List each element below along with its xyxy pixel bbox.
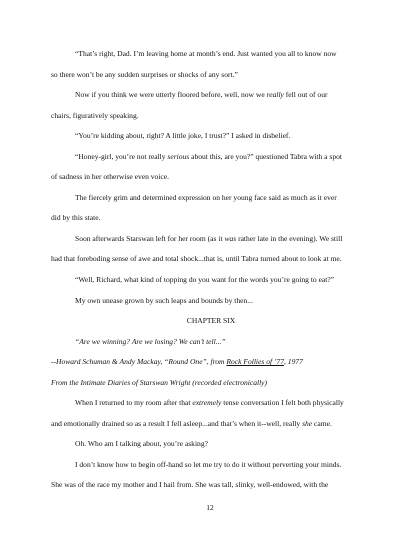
paragraph-line: did by this state. xyxy=(51,213,101,223)
text-run: Now if you think we were utterly floored before, well, now we xyxy=(75,90,267,100)
paragraph-line xyxy=(51,85,371,106)
paragraph-line: She was of the race my mother and I hail from. She was tall, slinky, well-endowed, with the xyxy=(51,480,329,490)
page-number: 12 xyxy=(206,503,214,512)
text-run: fell out of our xyxy=(283,90,328,100)
epigraph-attribution xyxy=(51,352,371,373)
text-run: , 1977 xyxy=(284,357,303,367)
text-run: about this, are you?” questioned Tabra with a spot xyxy=(189,151,342,161)
text-run: --Howard Schuman & Andy Mackay, “Round One”, from xyxy=(51,357,227,367)
text-run: Soon afterwards Starswan left for her room (as it xyxy=(75,233,225,243)
body-text xyxy=(51,44,371,496)
paragraph-line: My own unease grown by such leaps and bounds by then... xyxy=(75,295,253,305)
text-run: “Honey-girl, you’re not really xyxy=(75,151,168,161)
emphasis-text: serious xyxy=(167,151,190,161)
underlined-title: Rock Follies of ’77 xyxy=(226,357,285,367)
emphasis-text: extremely xyxy=(192,398,222,408)
paragraph-line: had that foreboding sense of awe and total shock...that is, until Tabra turned about to look at me. xyxy=(51,254,342,264)
paragraph-line: I don’t know how to begin off-hand so let me try to do it without perverting your minds. xyxy=(75,459,342,469)
epigraph-quote: “Are we winning? Are we losing? We can’t tell...” xyxy=(75,336,226,346)
source-line: From the Intimate Diaries of Starswan Wright (recorded electronically) xyxy=(51,377,268,387)
text-run: When I returned to my room after that xyxy=(75,398,193,408)
paragraph-line xyxy=(51,414,371,435)
paragraph-line: so there won’t be any sudden surprises or shocks of any sort.” xyxy=(51,69,238,79)
paragraph-line: The fiercely grim and determined expression on her young face said as much as it ever xyxy=(75,192,337,202)
paragraph-line xyxy=(51,393,371,414)
text-run: and emotionally drained so as a result I fell asleep...and that’s when it--well, really xyxy=(51,418,303,428)
emphasis-text: she xyxy=(302,418,313,428)
paragraph-line: “That’s right, Dad. I’m leaving home at month’s end. Just wanted you all to know now xyxy=(75,49,337,58)
paragraph-line: chairs, figuratively speaking. xyxy=(51,110,139,120)
chapter-heading: CHAPTER SIX xyxy=(186,316,236,326)
paragraph-line: “You’re kidding about, right? A little joke, I trust?” I asked in disbelief. xyxy=(75,131,291,141)
paragraph-line: of sadness in her otherwise even voice. xyxy=(51,172,169,182)
paragraph-line: “Well, Richard, what kind of topping do you want for the words you’re going to eat?” xyxy=(75,275,335,285)
paragraph-line: Oh. Who am I talking about, you’re asking? xyxy=(75,439,208,449)
text-run: rather late in the evening). We still xyxy=(236,233,343,243)
text-run: tense conversation I felt both physically xyxy=(221,398,344,408)
emphasis-text: was xyxy=(224,233,237,243)
paragraph-line xyxy=(51,229,371,250)
text-run: came. xyxy=(312,418,332,428)
emphasis-text: really xyxy=(266,90,284,100)
paragraph-line xyxy=(51,147,371,168)
